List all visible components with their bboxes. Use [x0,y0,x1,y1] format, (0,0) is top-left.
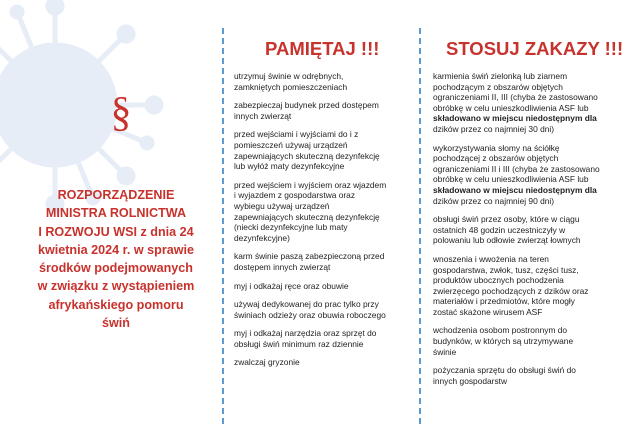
remember-item-line: zabezpieczaj budynek przed dostępem [234,100,379,111]
prohibitions-list [433,71,631,394]
prohibition-item-line: gospodarstwa, zwłok, tusz, części tusz, [433,264,579,275]
prohibition-item-line: zwierzęcego pochodzących z dzików oraz [433,285,589,296]
prohibition-item [433,365,631,386]
remember-title: PAMIĘTAJ !!! [265,38,380,59]
prohibition-item-line: karmienia świń zielonką lub ziarnem [433,71,568,81]
prohibition-item-line: innych gospodarstw [433,375,508,386]
prohibition-item [433,143,631,207]
remember-item [234,281,416,292]
regulation-line: w związku z wystąpieniem [37,279,195,294]
prohibition-item-line: obróbkę w celu unieszkodliwienia ASF lub [433,174,589,185]
remember-item-line: dostępem innych zwierząt [234,261,331,272]
regulation-line: MINISTRA ROLNICTWA [45,206,187,221]
prohibition-item-line: wnoszenia i wwożenia na teren [433,253,549,264]
prohibition-item-line: składowano w miejscu niedostępnym dla [433,184,597,195]
remember-item [234,299,416,320]
prohibition-item-line: ostatnich 48 godzin uczestniczyły w [433,224,566,235]
remember-item-line: i wyjazdem z gospodarstwa oraz [234,190,356,201]
remember-item-line: zapewniających skuteczną dezynfekcję [234,211,380,222]
remember-item-line: świniach odzieży oraz obuwia roboczego [234,309,386,320]
prohibition-item-line: wykorzystywania słomy na ściółkę [433,142,560,153]
remember-item [234,129,416,171]
regulation-line: I ROZWOJU WSI z dnia 24 [38,224,194,239]
prohibition-item-line: polowaniu lub odłowie zwierząt łownych [433,235,581,246]
prohibition-item-line: pochodzącym z obszarów objętych [433,81,563,92]
remember-item-line: myj i odkażaj narzędzia oraz sprzęt do [234,328,377,339]
remember-item [234,357,416,368]
prohibition-item-line: obróbkę w celu unieszkodliwienia ASF lub [433,102,589,113]
remember-item [234,100,416,121]
prohibition-item-line: obsługi świń przez osoby, które w ciągu [433,214,580,225]
prohibition-item-line: dzików przez co najmniej 30 dni) [433,123,555,134]
remember-item-line: wybiegu używaj urządzeń [234,200,330,211]
regulation-line: ROZPORZĄDZENIE [57,188,175,202]
remember-item-line: używaj dedykowanej do prac tylko przy [234,299,379,310]
remember-item-line: myj i odkażaj ręce oraz obuwie [234,280,349,291]
remember-item-line: (niecki dezynfekcyjne lub maty [234,222,348,233]
prohibition-item [433,71,631,135]
divider-right [419,28,421,424]
prohibition-item-line: pożyczania sprzętu do obsługi świń do [433,365,576,376]
regulation-title [10,186,222,332]
remember-item-line: zwalczaj gryzonie [234,357,300,368]
prohibition-item [433,254,631,318]
prohibition-item [433,325,631,357]
prohibition-item-line: pochodzącej z obszarów objętych [433,153,559,164]
regulation-line: świń [102,316,130,331]
regulation-line: środków podejmowanych [39,261,193,276]
prohibition-item-line: budynków, w których są utrzymywane [433,336,574,347]
remember-item-line: zamkniętych pomieszczeniach [234,81,348,92]
remember-item-line: utrzymuj świnie w odrębnych, [234,71,344,81]
remember-item-line: dezynfekcyjne) [234,232,290,243]
regulation-line: afrykańskiego pomoru [48,297,184,312]
prohibition-item-line: wchodzenia osobom postronnym do [433,325,568,336]
prohibition-item [433,214,631,246]
remember-item-line: obsługi świń minimum raz dziennie [234,338,364,349]
remember-item [234,328,416,349]
regulation-line: kwietnia 2024 r. w sprawie [37,242,195,257]
remember-item-line: zapewniających skuteczną dezynfekcję [234,150,380,161]
remember-item-line: lub wyłóż maty dezynfekcyjne [234,161,345,172]
prohibition-item-line: świnie [433,346,457,357]
prohibition-item-line: dzików przez co najmniej 90 dni) [433,195,555,206]
remember-item [234,251,416,272]
prohibitions-title: STOSUJ ZAKAZY !!! [446,38,624,59]
divider-left [222,28,224,424]
remember-item-line: przed wejściem i wyjściem oraz wjazdem [234,179,387,190]
paragraph-symbol: § [110,90,132,136]
prohibition-item-line: materiałów i przedmiotów, które mogły [433,296,575,307]
prohibition-item-line: składowano w miejscu niedostępnym dla [433,113,597,124]
remember-item-line: karm świnie paszą zabezpieczoną przed [234,251,385,262]
remember-item [234,180,416,244]
remember-item-line: przed wejściami i wyjściami do i z [234,129,359,140]
prohibition-item-line: ograniczeniami II i III (chyba że zastosowano [433,163,600,174]
remember-item [234,71,416,92]
remember-item-line: pomieszczeń używaj urządzeń [234,139,348,150]
prohibition-item-line: produktów ubocznych pochodzenia [433,275,564,286]
prohibition-item-line: zostać skażone wirusem ASF [433,306,543,317]
remember-list [234,71,416,376]
remember-item-line: innych zwierząt [234,110,292,121]
prohibition-item-line: ograniczeniami II, III (chyba że zastosowano [433,92,598,103]
